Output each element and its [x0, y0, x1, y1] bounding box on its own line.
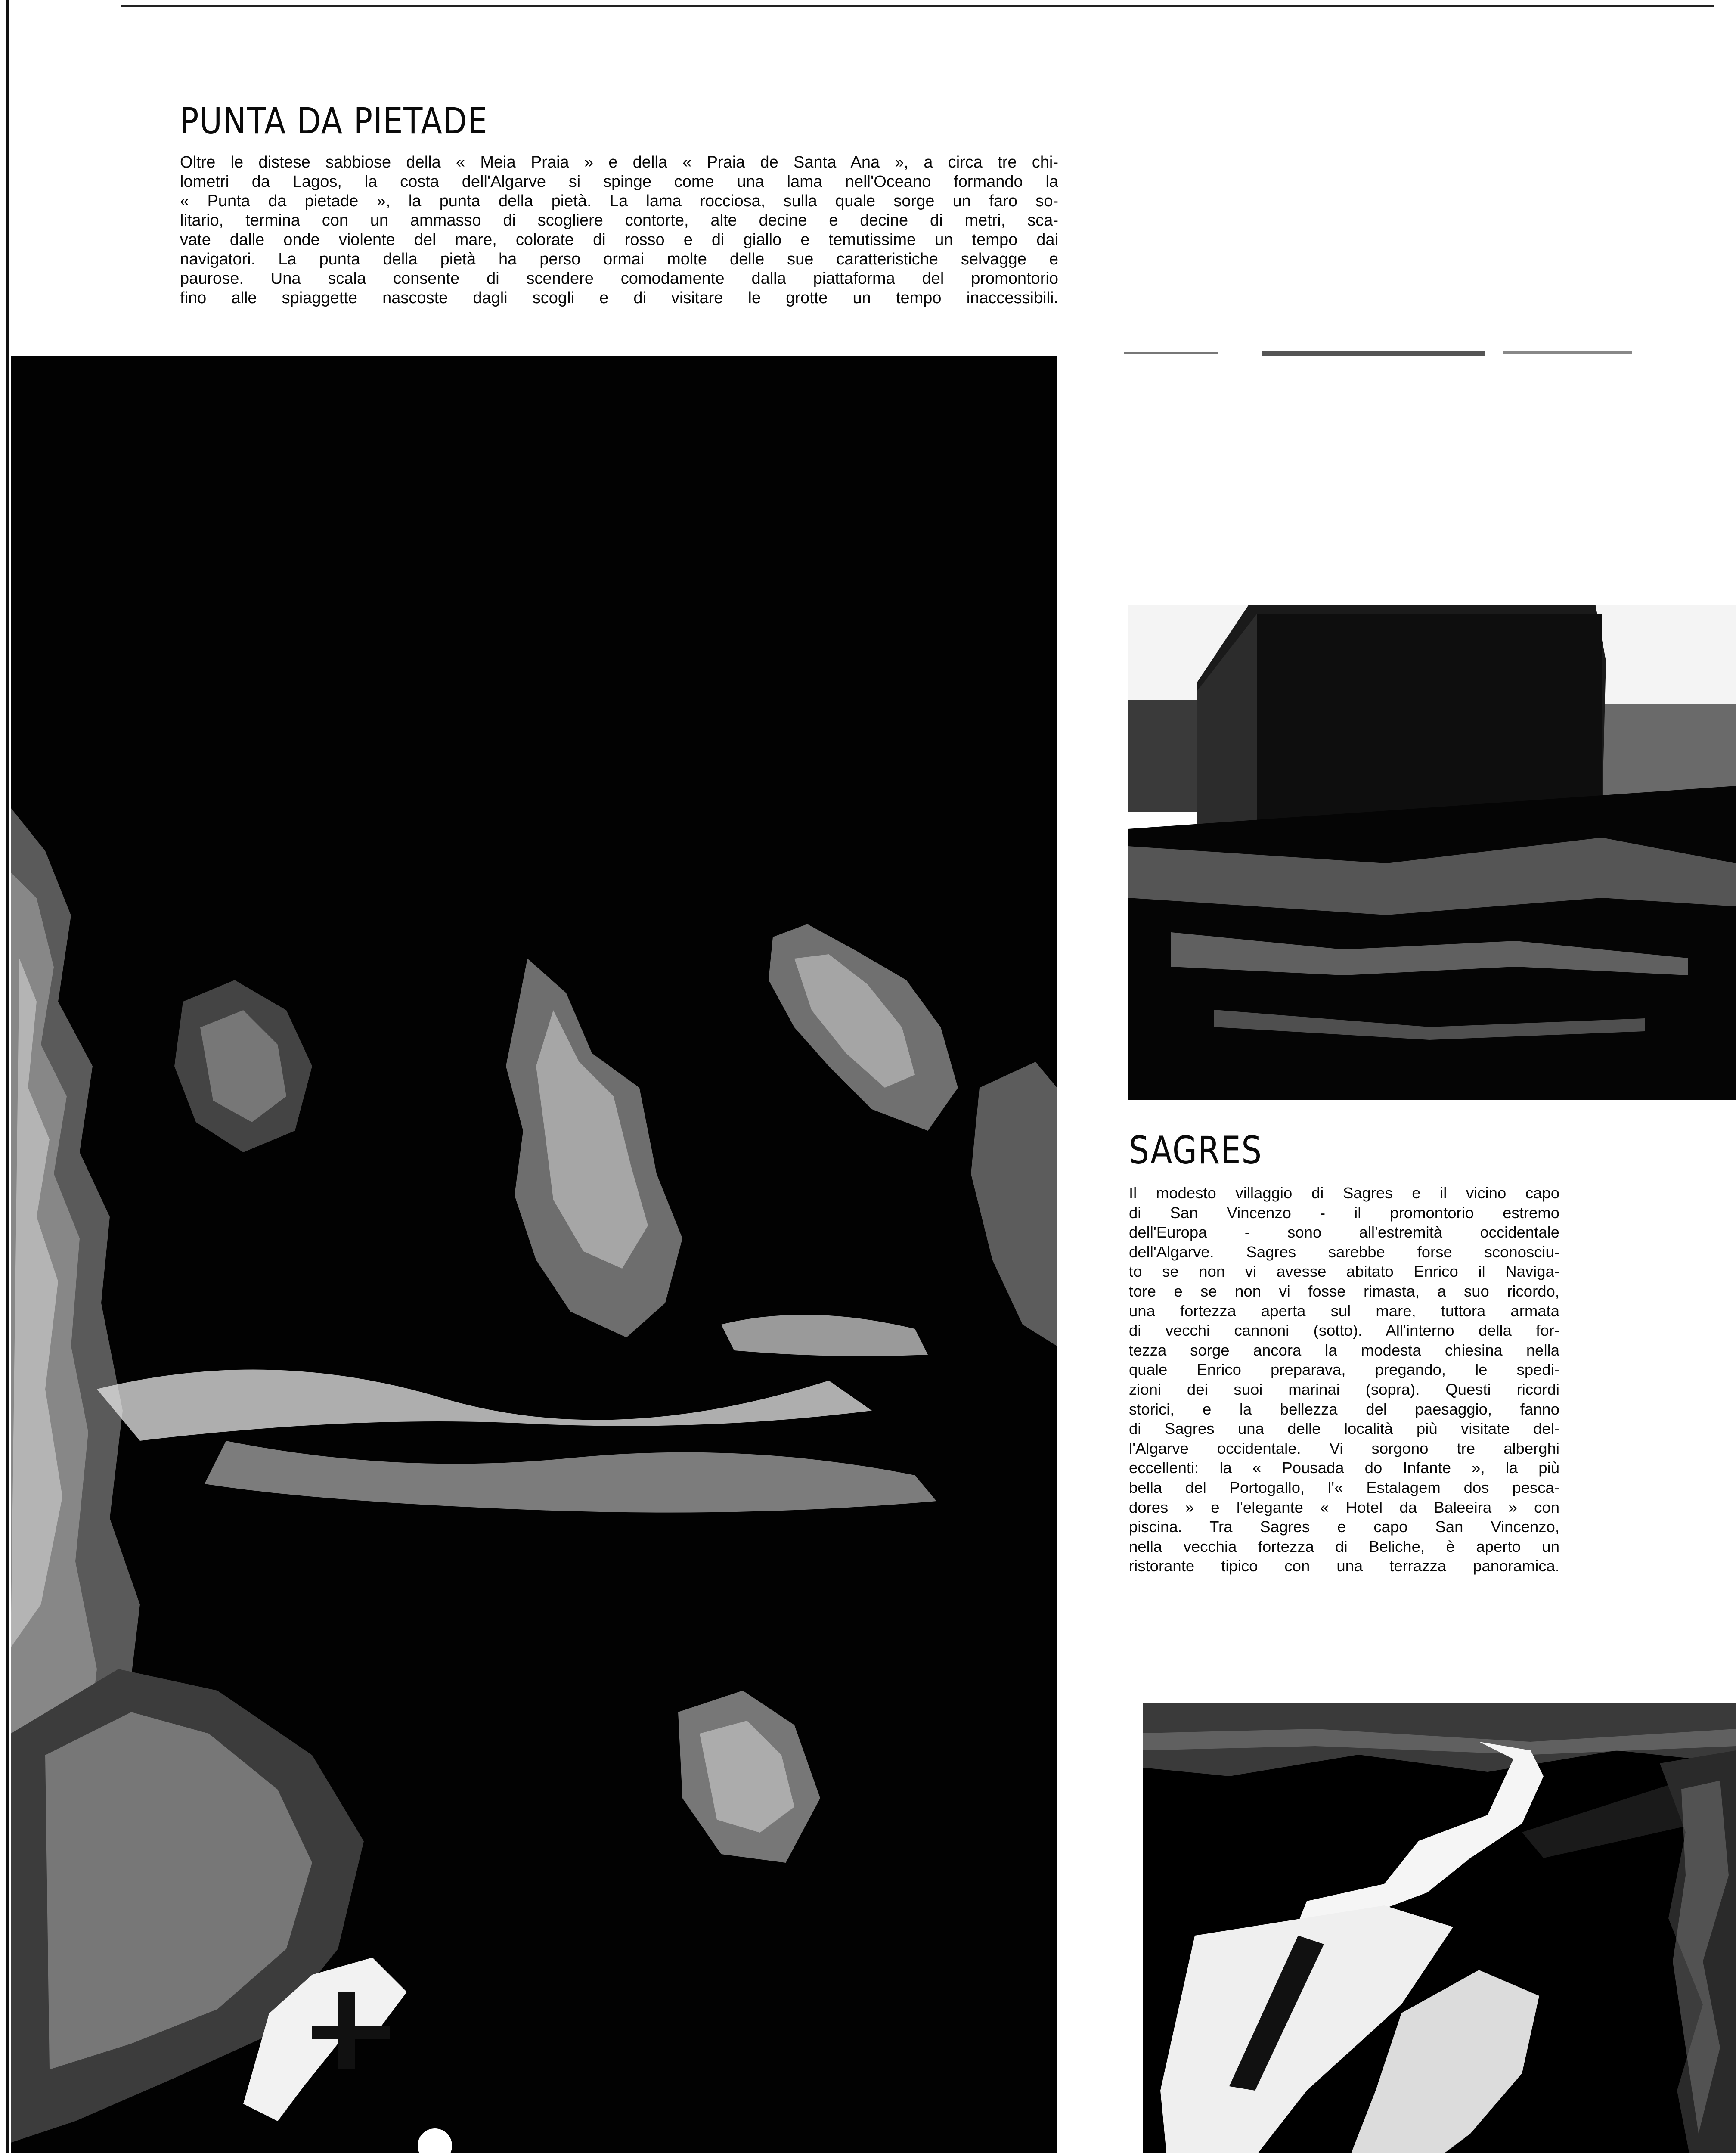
text-line: « Punta da pietade », la punta della pietà. La lama rocciosa, sulla quale sorge un faro so-: [180, 192, 1058, 210]
text-line: navigatori. La punta della pietà ha perso ormai molte delle sue caratteristiche selvagge e: [180, 250, 1058, 268]
heading-punta-da-pietade: PUNTA DA PIETADE: [180, 100, 488, 142]
page-left-edge: [6, 0, 9, 2153]
text-line: quale Enrico preparava, pregando, le spedi-: [1129, 1361, 1559, 1379]
text-line: zioni dei suoi marinai (sopra). Questi ricordi: [1129, 1380, 1559, 1398]
text-line: nella vecchia fortezza di Beliche, è aperto un: [1129, 1537, 1559, 1555]
paragraph-punta-da-pietade: [180, 153, 1058, 308]
text-line: l'Algarve occidentale. Vi sorgono tre alberghi: [1129, 1439, 1559, 1457]
text-line: to se non vi avesse abitato Enrico il Naviga-: [1129, 1263, 1559, 1281]
text-line: storici, e la bellezza del paesaggio, fanno: [1129, 1400, 1559, 1418]
text-line: di Sagres una delle località più visitate del-: [1129, 1420, 1559, 1438]
text-line: Il modesto villaggio di Sagres e il vicino capo: [1129, 1184, 1559, 1202]
photo-chapel-sagres: [1128, 605, 1736, 1100]
scan-noise-strip: [1124, 348, 1653, 359]
text-line: piscina. Tra Sagres e capo San Vincenzo,: [1129, 1518, 1559, 1536]
text-line: eccellenti: la « Pousada do Infante », la più: [1129, 1459, 1559, 1477]
photo-fortress-sagres: [1143, 1703, 1736, 2153]
photo-cliffs-punta-da-pietade: [11, 356, 1057, 2153]
text-line: tezza sorge ancora la modesta chiesina nella: [1129, 1341, 1559, 1359]
text-line: dell'Algarve. Sagres sarebbe forse sconosciu-: [1129, 1243, 1559, 1261]
text-line: lometri da Lagos, la costa dell'Algarve si spinge come una lama nell'Oceano formando la: [180, 173, 1058, 191]
text-line: ristorante tipico con una terrazza panoramica.: [1129, 1557, 1559, 1575]
text-line: litario, termina con un ammasso di scogliere contorte, alte decine e decine di metri, sca-: [180, 211, 1058, 230]
text-line: paurose. Una scala consente di scendere comodamente dalla piattaforma del promontorio: [180, 270, 1058, 288]
top-rule: [121, 5, 1714, 7]
text-line: vate dalle onde violente del mare, colorate di rosso e di giallo e temutissime un tempo dai: [180, 231, 1058, 249]
heading-sagres: SAGRES: [1129, 1128, 1262, 1173]
text-line: tore e se non vi fosse rimasta, a suo ricordo,: [1129, 1282, 1559, 1300]
text-line: dores » e l'elegante « Hotel da Baleeira » con: [1129, 1498, 1559, 1516]
text-line: di San Vincenzo - il promontorio estremo: [1129, 1204, 1559, 1222]
text-line: fino alle spiaggette nascoste dagli scogli e di visitare le grotte un tempo inaccessibili.: [180, 289, 1058, 307]
text-line: bella del Portogallo, l'« Estalagem dos pesca-: [1129, 1478, 1559, 1496]
text-line: di vecchi cannoni (sotto). All'interno della for-: [1129, 1322, 1559, 1340]
text-line: una fortezza aperta sul mare, tuttora armata: [1129, 1302, 1559, 1320]
text-line: Oltre le distese sabbiose della « Meia Praia » e della « Praia de Santa Ana », a circa tre chi-: [180, 153, 1058, 171]
paragraph-sagres: [1129, 1183, 1559, 1576]
text-line: dell'Europa - sono all'estremità occidentale: [1129, 1223, 1559, 1241]
